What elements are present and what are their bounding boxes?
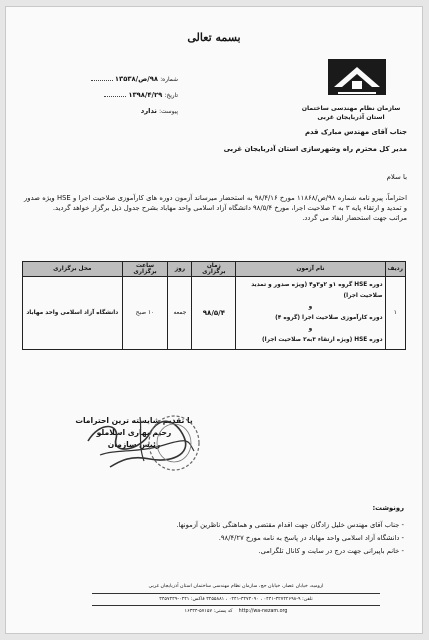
bismillah-heading: بسمه تعالی	[187, 31, 241, 44]
col-header-index: ردیف	[385, 262, 405, 277]
recipient-title: مدیر کل محترم راه وشهرسازی استان آذربایجان غربی	[223, 145, 407, 153]
conjunction: و	[308, 326, 313, 332]
official-stamp-icon	[146, 413, 202, 473]
dotted-line	[104, 96, 126, 97]
row-exam-names	[236, 277, 385, 350]
course-hse-upgrade: دوره HSE (ویژه ارتقاء ۳به۲ صلاحیت اجرا)	[261, 337, 383, 343]
org-name	[288, 105, 414, 122]
letter-number-label: شماره:	[160, 77, 178, 83]
col-header-exam-name: نام آزمون	[236, 262, 385, 277]
dotted-line	[91, 80, 113, 81]
course-internship: دوره کارآموزی صلاحیت اجرا (گروه ۴)	[275, 315, 383, 321]
letter-date	[58, 91, 178, 99]
recipient-name: جناب آقای مهندس مبارک قدم	[304, 128, 407, 136]
table-header-row	[23, 262, 406, 277]
signatory-name: رحیم بهاری اسلاملو	[96, 428, 172, 437]
body-text: احتراماً، پیرو نامه شماره ۹۸/ص/۱۱۸۶۸ مورخ ۹۸/۴/۱۶ به استحضار میرساند آزمون دوره های کارآموزی صلاحیت اجرا و HSE ویژه صدور و تمدید و ارتقاء پایه ۳ به ۲ صلاحیت اجرا، مورخ ۹۸/۵/۴ دانشگاه آزاد اسلامی واحد مهاباد بشرح جدول ذیل برگزار خواهد گردید.	[24, 194, 407, 212]
letter-date-value: ۱۳۹۸/۴/۲۹	[128, 91, 163, 99]
letter-attachment-label: پیوست:	[159, 109, 178, 115]
cc-item-2: - دانشگاه آزاد اسلامی واحد مهاباد در پاسخ به نامه مورخ ۹۸/۴/۲۷.	[218, 534, 404, 542]
letter-footer	[92, 582, 380, 617]
footer-website: http://wa-nezam.org	[238, 609, 288, 614]
row-date: ۹۸/۵/۴	[192, 277, 236, 350]
letter-page	[5, 6, 423, 634]
exam-schedule-table	[22, 261, 406, 350]
salutation: با سلام	[386, 173, 407, 181]
cc-item-1: - جناب آقای مهندس خلیل زادگان جهت اقدام مقتضی و هماهنگی ناظرین آزمونها.	[176, 521, 404, 529]
table-row	[23, 277, 406, 350]
footer-phones: تلفن: ۹-۳۲۷۴۲۶۹۸-۰۴۴۱ ، ۳۲۷۴۰۹۰-۰۴۴۱ ، ۳۲۵۵۸۸۱ فاکس: ۰۴۴۱-۳۴۵۷۲۳۹	[159, 596, 313, 602]
body-paragraph	[24, 193, 407, 223]
footer-web-postal	[92, 607, 380, 617]
col-header-day: روز	[168, 262, 192, 277]
row-index: ۱	[385, 277, 405, 350]
col-header-place: محل برگزاری	[23, 262, 123, 277]
letter-date-label: تاریخ:	[164, 93, 178, 99]
conjunction: و	[308, 304, 313, 310]
col-header-date: زمان برگزاری	[192, 262, 236, 277]
org-name-line2: استان آذربایجان غربی	[317, 113, 385, 121]
footer-address: ارومیه، خیابان عصار، خیابان حج، سازمان نظام مهندسی ساختمان استان آذربایجان غربی	[148, 584, 324, 589]
course-hse-issue: دوره HSE گروه ۱و ۲و۳و۴ (ویژه صدور و تمدید صلاحیت اجرا)	[251, 282, 383, 299]
signature-greeting: با تقدیم شایسته ترین احترامات	[75, 416, 193, 425]
row-day: جمعه	[168, 277, 192, 350]
footer-divider	[92, 593, 380, 594]
footer-divider	[92, 605, 380, 606]
row-time: ۱۰ صبح	[122, 277, 168, 350]
org-name-line1: سازمان نظام مهندسی ساختمان	[301, 105, 401, 112]
letter-attachment-value: ندارد	[140, 107, 157, 115]
letter-number	[58, 75, 178, 83]
col-header-time: ساعت برگزاری	[122, 262, 168, 277]
body-closing: مراتب جهت استحضار ایفاد می گردد.	[302, 214, 407, 222]
engineering-org-logo-icon	[324, 55, 390, 99]
signatory-title: رئیس سازمان	[107, 440, 161, 449]
footer-postal-code: کد پستی: ۵۷۱۵۷-۱۶۳۳۴	[184, 609, 233, 614]
letter-attachment	[58, 107, 178, 115]
row-place: دانشگاه آزاد اسلامی واحد مهاباد	[23, 277, 123, 350]
letter-number-value: ۹۸/ص/۱۳۵۳۸	[114, 75, 159, 83]
cc-item-3: - خانم باپیرانی جهت درج در سایت و کانال تلگرامی.	[258, 547, 404, 555]
cc-title: رونوشت:	[372, 504, 404, 512]
